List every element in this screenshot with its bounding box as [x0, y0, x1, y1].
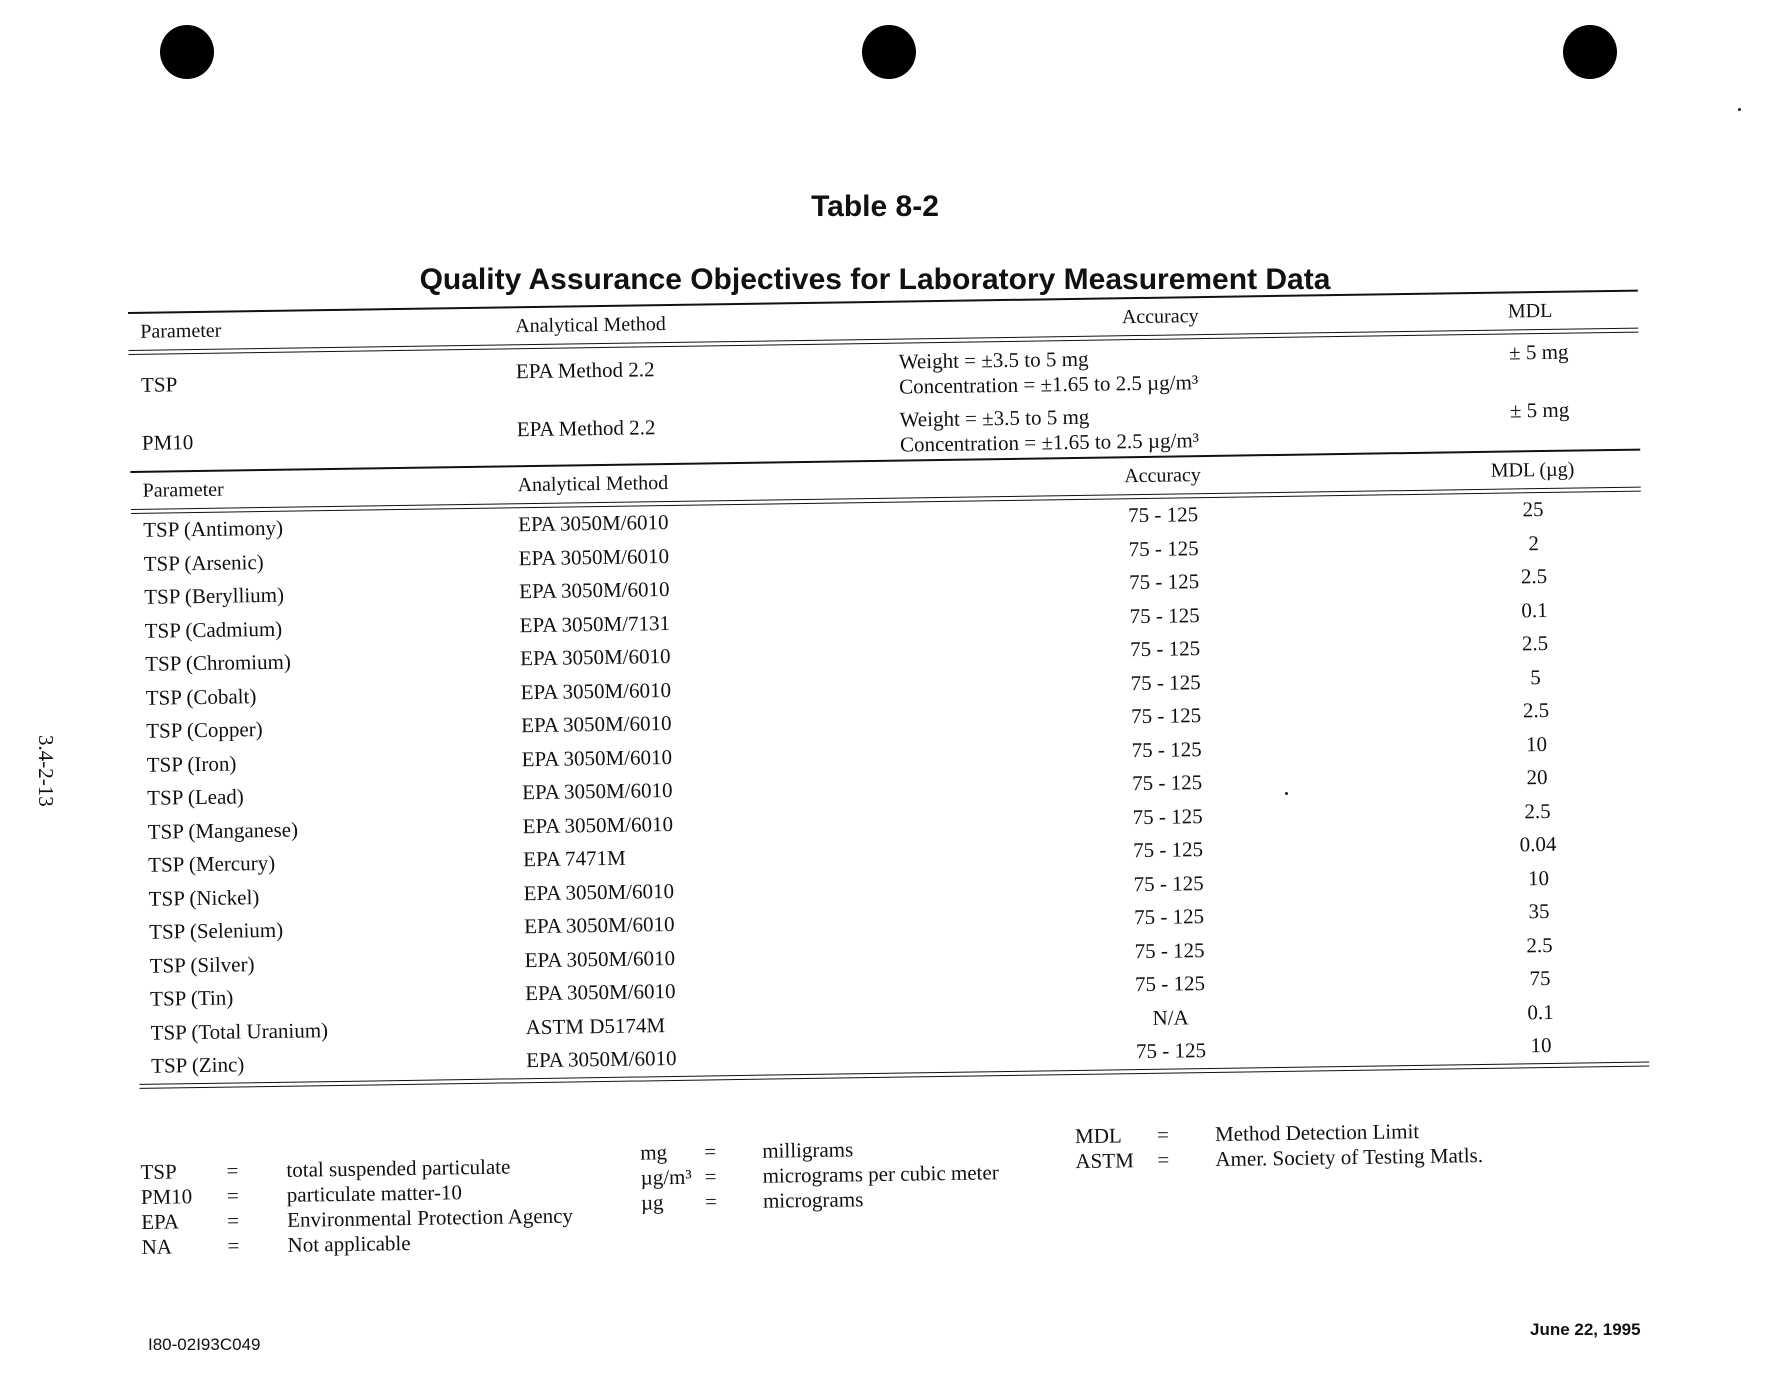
- row-mdl: 35: [1528, 899, 1550, 924]
- row-accuracy: 75 - 125: [1130, 669, 1201, 695]
- row-accuracy: 75 - 125: [1129, 602, 1200, 628]
- row-mdl: 2.5: [1526, 932, 1553, 958]
- legend-equals: =: [226, 1183, 239, 1208]
- row-method: EPA 3050M/6010: [523, 878, 675, 905]
- legend-definition: Environmental Protection Agency: [287, 1203, 574, 1232]
- row-parameter: TSP (Lead): [147, 784, 245, 811]
- binder-hole-left: [160, 25, 214, 79]
- header-accuracy: Accuracy: [1124, 463, 1202, 487]
- row-accuracy: 75 - 125: [1134, 971, 1206, 997]
- row-parameter: TSP (Zinc): [151, 1052, 245, 1078]
- legend-abbr: EPA: [141, 1209, 180, 1234]
- legend-equals: =: [227, 1208, 240, 1233]
- row-accuracy: 75 - 125: [1132, 803, 1203, 829]
- legend-abbr: TSP: [140, 1159, 177, 1184]
- row-accuracy: 75 - 125: [1129, 636, 1201, 662]
- row-method: EPA 3050M/6010: [521, 778, 673, 805]
- row-mdl: 2.5: [1522, 698, 1550, 723]
- qa-objectives-table: [128, 290, 1649, 1089]
- row-mdl: 10: [1525, 731, 1548, 757]
- document-code: I80-02I93C049: [148, 1335, 261, 1354]
- binder-hole-center: [862, 25, 916, 79]
- binder-hole-right: [1563, 25, 1617, 79]
- legend-equals: =: [1157, 1147, 1170, 1172]
- row-accuracy: 75 - 125: [1135, 1038, 1207, 1064]
- row-mdl: 0.1: [1521, 597, 1548, 623]
- row-method: EPA 3050M/6010: [518, 510, 669, 537]
- accuracy-concentration: Concentration = ±1.65 to 2.5 µg/m³: [899, 370, 1199, 399]
- legend-abbr: ASTM: [1075, 1148, 1134, 1174]
- row-accuracy: 75 - 125: [1130, 703, 1202, 729]
- legend-definition: particulate matter-10: [286, 1180, 463, 1207]
- row-mdl: ± 5 mg: [1508, 339, 1569, 365]
- row-mdl: 0.04: [1519, 832, 1557, 857]
- row-accuracy: 75 - 125: [1132, 837, 1204, 863]
- legend-equals: =: [1156, 1122, 1170, 1147]
- legend-equals: =: [704, 1189, 717, 1214]
- header-mdl: MDL: [1507, 299, 1553, 323]
- row-accuracy: [891, 342, 1440, 400]
- legend-definition: Amer. Society of Testing Matls.: [1215, 1143, 1484, 1172]
- legend-equals: =: [704, 1164, 717, 1189]
- row-method: EPA 3050M/6010: [522, 811, 674, 838]
- row-accuracy: 75 - 125: [1131, 770, 1203, 796]
- row-method: EPA 3050M/6010: [519, 577, 670, 604]
- row-parameter: TSP (Manganese): [147, 817, 299, 844]
- row-parameter: TSP (Total Uranium): [150, 1017, 329, 1045]
- row-parameter: TSP (Antimony): [143, 515, 284, 543]
- row-accuracy: 75 - 125: [1133, 904, 1205, 930]
- header-mdl: MDL (µg): [1490, 458, 1575, 482]
- legend-abbr: µg/m³: [640, 1164, 692, 1190]
- legend-equals: =: [226, 1158, 239, 1183]
- row-parameter: TSP (Nickel): [148, 884, 260, 911]
- row-accuracy: 75 - 125: [1128, 569, 1200, 595]
- row-mdl: 2.5: [1524, 798, 1551, 824]
- legend-definition: Method Detection Limit: [1214, 1119, 1420, 1147]
- row-parameter: TSP (Mercury): [148, 851, 276, 878]
- document-date: June 22, 1995: [1530, 1320, 1641, 1339]
- scan-speck: [1738, 108, 1741, 111]
- row-method: EPA 3050M/6010: [520, 711, 672, 738]
- row-method: EPA 3050M/7131: [519, 610, 671, 637]
- row-accuracy: 75 - 125: [1128, 535, 1199, 561]
- row-method: EPA Method 2.2: [516, 415, 656, 442]
- row-mdl: 10: [1530, 1033, 1552, 1058]
- row-mdl: ± 5 mg: [1509, 397, 1570, 423]
- row-mdl: 75: [1529, 966, 1551, 991]
- row-method: EPA Method 2.2: [515, 357, 655, 384]
- legend-definition: Not applicable: [287, 1230, 411, 1257]
- row-mdl: 2.5: [1521, 631, 1549, 656]
- header-parameter: Parameter: [142, 478, 224, 502]
- row-mdl: 2.5: [1520, 564, 1548, 589]
- row-method: ASTM D5174M: [525, 1012, 666, 1039]
- accuracy-concentration: Concentration = ±1.65 to 2.5 µg/m³: [899, 428, 1200, 457]
- row-method: EPA 3050M/6010: [520, 644, 671, 671]
- row-method: EPA 7471M: [522, 845, 626, 872]
- row-method: EPA 3050M/6010: [518, 543, 670, 570]
- row-mdl: 10: [1527, 865, 1550, 891]
- row-method: EPA 3050M/6010: [521, 744, 673, 771]
- row-mdl: 25: [1522, 497, 1544, 522]
- legend-definition: micrograms: [762, 1187, 864, 1213]
- row-parameter: TSP (Arsenic): [143, 549, 264, 576]
- header-parameter: Parameter: [140, 319, 222, 343]
- row-parameter: TSP (Selenium): [149, 918, 284, 945]
- legend-definition: micrograms per cubic meter: [762, 1160, 999, 1188]
- row-accuracy: 75 - 125: [1133, 870, 1204, 896]
- legend-abbr: µg: [640, 1190, 664, 1215]
- legend-abbr: mg: [640, 1140, 668, 1165]
- row-parameter: TSP (Tin): [150, 985, 234, 1011]
- row-method: EPA 3050M/6010: [520, 677, 672, 704]
- accuracy-weight: Weight = ±3.5 to 5 mg: [898, 346, 1089, 374]
- row-method: EPA 3050M/6010: [524, 979, 676, 1006]
- table-title: Table 8-2: [811, 190, 939, 223]
- row-accuracy: 75 - 125: [1131, 736, 1202, 762]
- legend-equals: =: [227, 1233, 240, 1258]
- metals-table-body: [131, 492, 1649, 1084]
- header-accuracy: Accuracy: [1121, 304, 1199, 328]
- row-parameter: TSP (Cobalt): [145, 683, 257, 710]
- legend-definition: total suspended particulate: [286, 1154, 511, 1182]
- row-accuracy: N/A: [1152, 1005, 1189, 1030]
- row-parameter: TSP: [140, 372, 178, 397]
- abbreviation-legend: [140, 1119, 1490, 1259]
- header-method: Analytical Method: [515, 312, 666, 337]
- legend-definition: milligrams: [762, 1137, 854, 1163]
- row-mdl: 2: [1528, 530, 1540, 556]
- table-subtitle: Quality Assurance Objectives for Laboratory Measurement Data: [419, 263, 1331, 296]
- row-parameter: PM10: [141, 430, 194, 455]
- legend-abbr: NA: [141, 1234, 173, 1259]
- row-parameter: TSP (Copper): [146, 717, 263, 744]
- row-parameter: TSP (Chromium): [145, 649, 292, 677]
- row-parameter: TSP (Silver): [149, 951, 255, 978]
- row-mdl: 5: [1530, 664, 1541, 689]
- header-method: Analytical Method: [517, 471, 669, 496]
- row-method: EPA 3050M/6010: [523, 912, 675, 939]
- legend-equals: =: [704, 1139, 717, 1164]
- row-method: EPA 3050M/6010: [524, 945, 676, 972]
- accuracy-weight: Weight = ±3.5 to 5 mg: [899, 404, 1090, 432]
- row-mdl: 20: [1526, 765, 1548, 790]
- row-parameter: TSP (Iron): [146, 751, 237, 777]
- legend-abbr: PM10: [140, 1184, 193, 1209]
- row-parameter: TSP (Cadmium): [144, 616, 283, 643]
- row-parameter: TSP (Beryllium): [144, 582, 285, 610]
- row-accuracy: 75 - 125: [1127, 502, 1199, 528]
- row-accuracy: [892, 400, 1441, 458]
- side-page-number: 3.4-2-13: [34, 735, 58, 807]
- row-mdl: 0.1: [1527, 999, 1554, 1025]
- legend-abbr: MDL: [1074, 1123, 1122, 1149]
- row-accuracy: 75 - 125: [1134, 937, 1205, 963]
- row-method: EPA 3050M/6010: [525, 1046, 677, 1073]
